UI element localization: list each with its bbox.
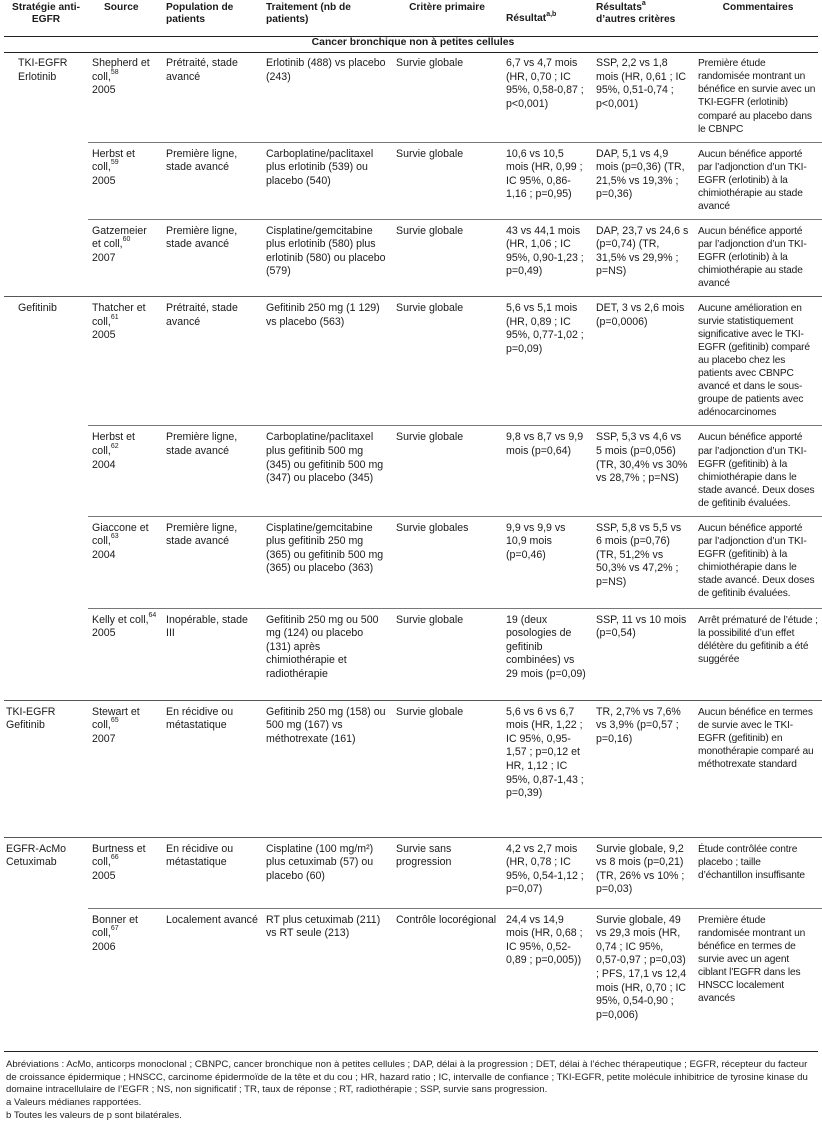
other-results-cell: DAP, 23,7 vs 24,6 s (p=0,74) (TR, 31,5% vs 29,9% ; p=NS)	[592, 219, 694, 296]
result-cell: 9,8 vs 8,7 vs 9,9 mois (p=0,64)	[502, 426, 592, 516]
comments-cell: Première étude randomisée montrant un bénéfice en survie avec un TKI-EGFR (erlotinib) comparé au placebo dans le CBNPC	[698, 58, 816, 135]
treatment-cell: RT plus cetuximab (211) vs RT seule (213)	[262, 908, 392, 1058]
treatment-cell: Gefitinib 250 mg (158) ou 500 mg (167) vs méthotrexate (161)	[262, 700, 392, 837]
source-authors: Bonner et coll,	[92, 913, 138, 940]
table-row	[4, 219, 822, 296]
reference-number: 62	[110, 443, 119, 451]
source-authors: Thatcher et coll,	[92, 302, 146, 328]
strategy-cell: TKI-EGFR Erlotinib	[18, 57, 68, 83]
other-results-cell: TR, 2,7% vs 7,6% vs 3,9% (p=0,57 ; p=0,16)	[592, 700, 694, 837]
table-row	[4, 52, 822, 142]
source-authors: Herbst et coll,	[92, 147, 135, 174]
result-cell: 4,2 vs 2,7 mois (HR, 0,78 ; IC 95%, 0,54-1,12 ; p=0,07)	[502, 837, 592, 908]
source-cell	[88, 219, 162, 296]
section-title: Cancer bronchique non à petites cellules	[311, 37, 515, 48]
source-cell	[88, 426, 162, 516]
treatment-cell: Erlotinib (488) vs placebo (243)	[266, 57, 386, 83]
strategy-cell	[4, 426, 88, 516]
population-cell: Première ligne, stade avancé	[162, 426, 262, 516]
reference-number: 59	[110, 159, 119, 167]
population-cell: En récidive ou métastatique	[162, 700, 262, 837]
header-other-results: Résultats$^a$ d’autres critères	[596, 0, 676, 25]
source-year: 2006	[92, 940, 116, 953]
treatment-cell: Cisplatine/gemcitabine plus gefitinib 250 mg (365) ou gefitinib 500 mg (365) ou placebo (363)	[262, 516, 392, 608]
comments-cell: Aucun bénéfice en termes de survie avec le TKI-EGFR (gefitinib) en monothérapie comparé au méthotrexate standard	[694, 700, 822, 837]
source-year: 2005	[92, 174, 116, 187]
other-results-cell: SSP, 5,3 vs 4,6 vs 5 mois (p=0,056) (TR, 30,4% vs 30% vs 28,7% ; p=NS)	[592, 426, 694, 516]
comments-cell: Aucun bénéfice apporté par l’adjonction d’un TKI-EGFR (gefitinib) à la chimiothérapie dans le stade avancé. Deux doses de gefitinib évaluées.	[694, 426, 822, 516]
source-year: 2007	[92, 251, 116, 264]
comments-cell: Aucune amélioration en survie statistiquement significative avec le TKI-EGFR (gefitinib) comparé au placebo chez les patients avec CBNPC avancé et dans le sous-groupe de patients avec adénocarcinomes	[694, 297, 822, 426]
primary-endpoint-cell: Survie globale	[392, 297, 502, 426]
population-cell: Inopérable, stade III	[162, 608, 262, 700]
result-cell: 19 (deux posologies de gefitinib combinées) vs 29 mois (p=0,09)	[502, 608, 592, 700]
note-a: a Valeurs médianes rapportées.	[6, 1096, 142, 1108]
table-row	[4, 297, 822, 426]
reference-number: 67	[110, 925, 119, 933]
other-results-cell: SSP, 5,8 vs 5,5 vs 6 mois (p=0,76) (TR, 51,2% vs 50,3% vs 47,2% ; p=NS)	[592, 516, 694, 608]
strategy-cell: TKI-EGFR Gefitinib	[4, 700, 88, 837]
population-cell: Première ligne, stade avancé	[162, 516, 262, 608]
result-cell: 6,7 vs 4,7 mois (HR, 0,70 ; IC 95%, 0,58-0,87 ; p<0,001)	[506, 57, 584, 110]
source-authors: Shepherd et coll,	[92, 57, 150, 83]
population-cell: Prétraité, stade avancé	[166, 57, 238, 83]
source-authors: Stewart et coll,	[92, 705, 140, 732]
result-cell: 24,4 vs 14,9 mois (HR, 0,68 ; IC 95%, 0,52-0,89 ; p=0,005))	[502, 908, 592, 1058]
source-cell	[88, 297, 162, 426]
header-comments: Commentaires	[722, 2, 794, 13]
other-results-cell: SSP, 2,2 vs 1,8 mois (HR, 0,61 ; IC 95%, 0,51-0,74 ; p<0,001)	[596, 57, 687, 110]
comments-cell: Aucun bénéfice apporté par l’adjonction d’un TKI-EGFR (gefitinib) à la chimiothérapie dans le stade avancé. Deux doses de gefitinib évaluées.	[694, 516, 822, 608]
reference-number: 66	[110, 854, 119, 862]
treatment-cell: Cisplatine (100 mg/m²) plus cetuximab (57) ou placebo (60)	[262, 837, 392, 908]
comments-cell: Première étude randomisée montrant un bénéfice en termes de survie avec un agent ciblant l’EGFR dans les HNSCC localement avancés	[694, 908, 822, 1058]
primary-endpoint-cell: Survie globale	[392, 142, 502, 219]
primary-endpoint-cell: Survie globale	[392, 426, 502, 516]
source-year: 2005	[92, 329, 116, 342]
treatment-cell: Gefitinib 250 mg (1 129) vs placebo (563)	[262, 297, 392, 426]
strategy-cell	[4, 516, 88, 608]
other-results-cell: DAP, 5,1 vs 4,9 mois (p=0,36) (TR, 21,5% vs 19,3% ; p=0,36)	[592, 142, 694, 219]
population-cell: En récidive ou métastatique	[162, 837, 262, 908]
result-cell: 5,6 vs 5,1 mois (HR, 0,89 ; IC 95%, 0,77-1,02 ; p=0,09)	[502, 297, 592, 426]
treatment-cell: Cisplatine/gemcitabine plus erlotinib (580) plus erlotinib (580) ou placebo (579)	[262, 219, 392, 296]
abbreviations-note: Abréviations : AcMo, anticorps monoclonal ; CBNPC, cancer bronchique non à petites cellules ; DAP, délai à la progression ; DET, délai à l’échec thérapeutique ; EGFR, récepteur du facteur de croissance épidermique ; HNSCC, carcinome épidermoïde de la tête et du cou ; HR, hazard ratio ; IC, intervalle de confiance ; TKI-EGFR, petite molécule inhibitrice de tyrosine kinase du domaine intracellulaire de l’EGFR ; NS, non significatif ; TR, taux de réponse ; RT, radiothérapie ; SSP, survie sans progression.	[6, 1059, 808, 1096]
footer-rule	[4, 1051, 818, 1052]
population-cell: Première ligne, stade avancé	[162, 219, 262, 296]
source-cell	[88, 52, 162, 142]
population-cell: Localement avancé	[162, 908, 262, 1058]
table-row	[4, 908, 822, 1058]
header-treatment: Traitement (nb de patients)	[266, 2, 351, 25]
population-cell: Première ligne, stade avancé	[162, 142, 262, 219]
source-year: 2005	[92, 84, 116, 97]
table-notes	[6, 1059, 816, 1122]
result-cell: 43 vs 44,1 mois (HR, 1,06 ; IC 95%, 0,90-1,23 ; p=0,49)	[502, 219, 592, 296]
strategy-cell: Gefitinib	[4, 297, 88, 426]
table-row	[4, 426, 822, 516]
treatment-cell: Gefitinib 250 mg ou 500 mg (124) ou placebo (131) après chimiothérapie et radiothérapie	[262, 608, 392, 700]
strategy-cell	[4, 219, 88, 296]
reference-number: 65	[110, 717, 119, 725]
source-year: 2007	[92, 732, 116, 745]
other-results-cell: SSP, 11 vs 10 mois (p=0,54)	[592, 608, 694, 700]
reference-number: 61	[110, 313, 119, 321]
treatment-cell: Carboplatine/paclitaxel plus erlotinib (539) ou placebo (540)	[262, 142, 392, 219]
source-cell	[88, 516, 162, 608]
source-cell	[88, 837, 162, 908]
header-strategy: Stratégie anti-EGFR	[12, 2, 80, 25]
population-cell: Prétraité, stade avancé	[162, 297, 262, 426]
primary-endpoint-cell: Survie sans progression	[392, 837, 502, 908]
header-rule	[4, 36, 818, 37]
source-year: 2004	[92, 458, 116, 471]
reference-number: 64	[148, 611, 157, 619]
strategy-cell: EGFR-AcMo Cetuximab	[4, 837, 88, 908]
source-year: 2005	[92, 869, 116, 882]
other-results-cell: Survie globale, 49 vs 29,3 mois (HR, 0,74 ; IC 95%, 0,57-0,97 ; p=0,03) ; PFS, 17,1 vs 12,4 mois (HR, 0,70 ; IC 95%, 0,54-0,90 ; p=0,006)	[592, 908, 694, 1058]
primary-endpoint-cell: Survie globale	[392, 608, 502, 700]
primary-endpoint-cell: Contrôle locorégional	[392, 908, 502, 1058]
strategy-cell	[4, 908, 88, 1058]
result-cell: 10,6 vs 10,5 mois (HR, 0,99 ; IC 95%, 0,86-1,16 ; p=0,95)	[502, 142, 592, 219]
other-results-cell: Survie globale, 9,2 vs 8 mois (p=0,21) (TR, 26% vs 10% ; p=0,03)	[592, 837, 694, 908]
source-authors: Giaccone et coll,	[92, 521, 149, 548]
comments-cell: Aucun bénéfice apporté par l’adjonction d’un TKI-EGFR (erlotinib) à la chimiothérapie au stade avancé	[694, 219, 822, 296]
source-cell	[88, 142, 162, 219]
egfr-trials-table	[4, 2, 822, 1058]
source-cell	[88, 608, 162, 700]
table-row	[4, 516, 822, 608]
reference-number: 63	[110, 533, 119, 541]
table-row	[4, 608, 822, 700]
primary-endpoint-cell: Survie globales	[392, 516, 502, 608]
reference-number: 58	[110, 68, 119, 76]
result-cell: 5,6 vs 6 vs 6,7 mois (HR, 1,22 ; IC 95%, 0,95-1,57 ; p=0,12 et HR, 1,12 ; IC 95%, 0,87-1,43 ; p=0,39)	[502, 700, 592, 837]
source-year: 2005	[92, 627, 116, 640]
source-year: 2004	[92, 548, 116, 561]
source-cell	[88, 908, 162, 1058]
primary-endpoint-cell: Survie globale	[392, 219, 502, 296]
source-authors: Gatzemeier et coll,	[92, 224, 147, 251]
comments-cell: Arrêt prématuré de l’étude ; la possibilité d’un effet délétère du gefitinib a été suggérée	[694, 608, 822, 700]
table-row	[4, 837, 822, 908]
strategy-cell	[4, 142, 88, 219]
table-row	[4, 700, 822, 837]
header-result: Résultat$^{a,b}$	[506, 11, 557, 24]
section-title-row	[4, 35, 822, 52]
primary-endpoint-cell: Survie globale	[392, 700, 502, 837]
source-authors: Kelly et coll,	[92, 613, 149, 626]
header-population: Population de patients	[166, 2, 234, 25]
section-rule	[4, 52, 818, 53]
comments-cell: Aucun bénéfice apporté par l’adjonction d’un TKI-EGFR (erlotinib) à la chimiothérapie au stade avancé	[694, 142, 822, 219]
other-results-cell: DET, 3 vs 2,6 mois (p=0,0006)	[592, 297, 694, 426]
source-authors: Burtness et coll,	[92, 842, 146, 869]
note-b: b Toutes les valeurs de p sont bilatérales.	[6, 1109, 182, 1121]
primary-endpoint-cell: Survie globale	[396, 57, 464, 70]
table-header-row	[4, 2, 822, 35]
header-source: Source	[104, 2, 139, 13]
header-primary: Critère primaire	[409, 2, 485, 13]
source-cell	[88, 700, 162, 837]
strategy-cell	[4, 608, 88, 700]
result-cell: 9,9 vs 9,9 vs 10,9 mois (p=0,46)	[502, 516, 592, 608]
reference-number: 60	[122, 236, 131, 244]
source-authors: Herbst et coll,	[92, 431, 135, 458]
treatment-cell: Carboplatine/paclitaxel plus gefitinib 500 mg (345) ou gefitinib 500 mg (347) ou placebo (345)	[262, 426, 392, 516]
table-row	[4, 142, 822, 219]
comments-cell: Étude contrôlée contre placebo ; taille d’échantillon insuffisante	[694, 837, 822, 908]
